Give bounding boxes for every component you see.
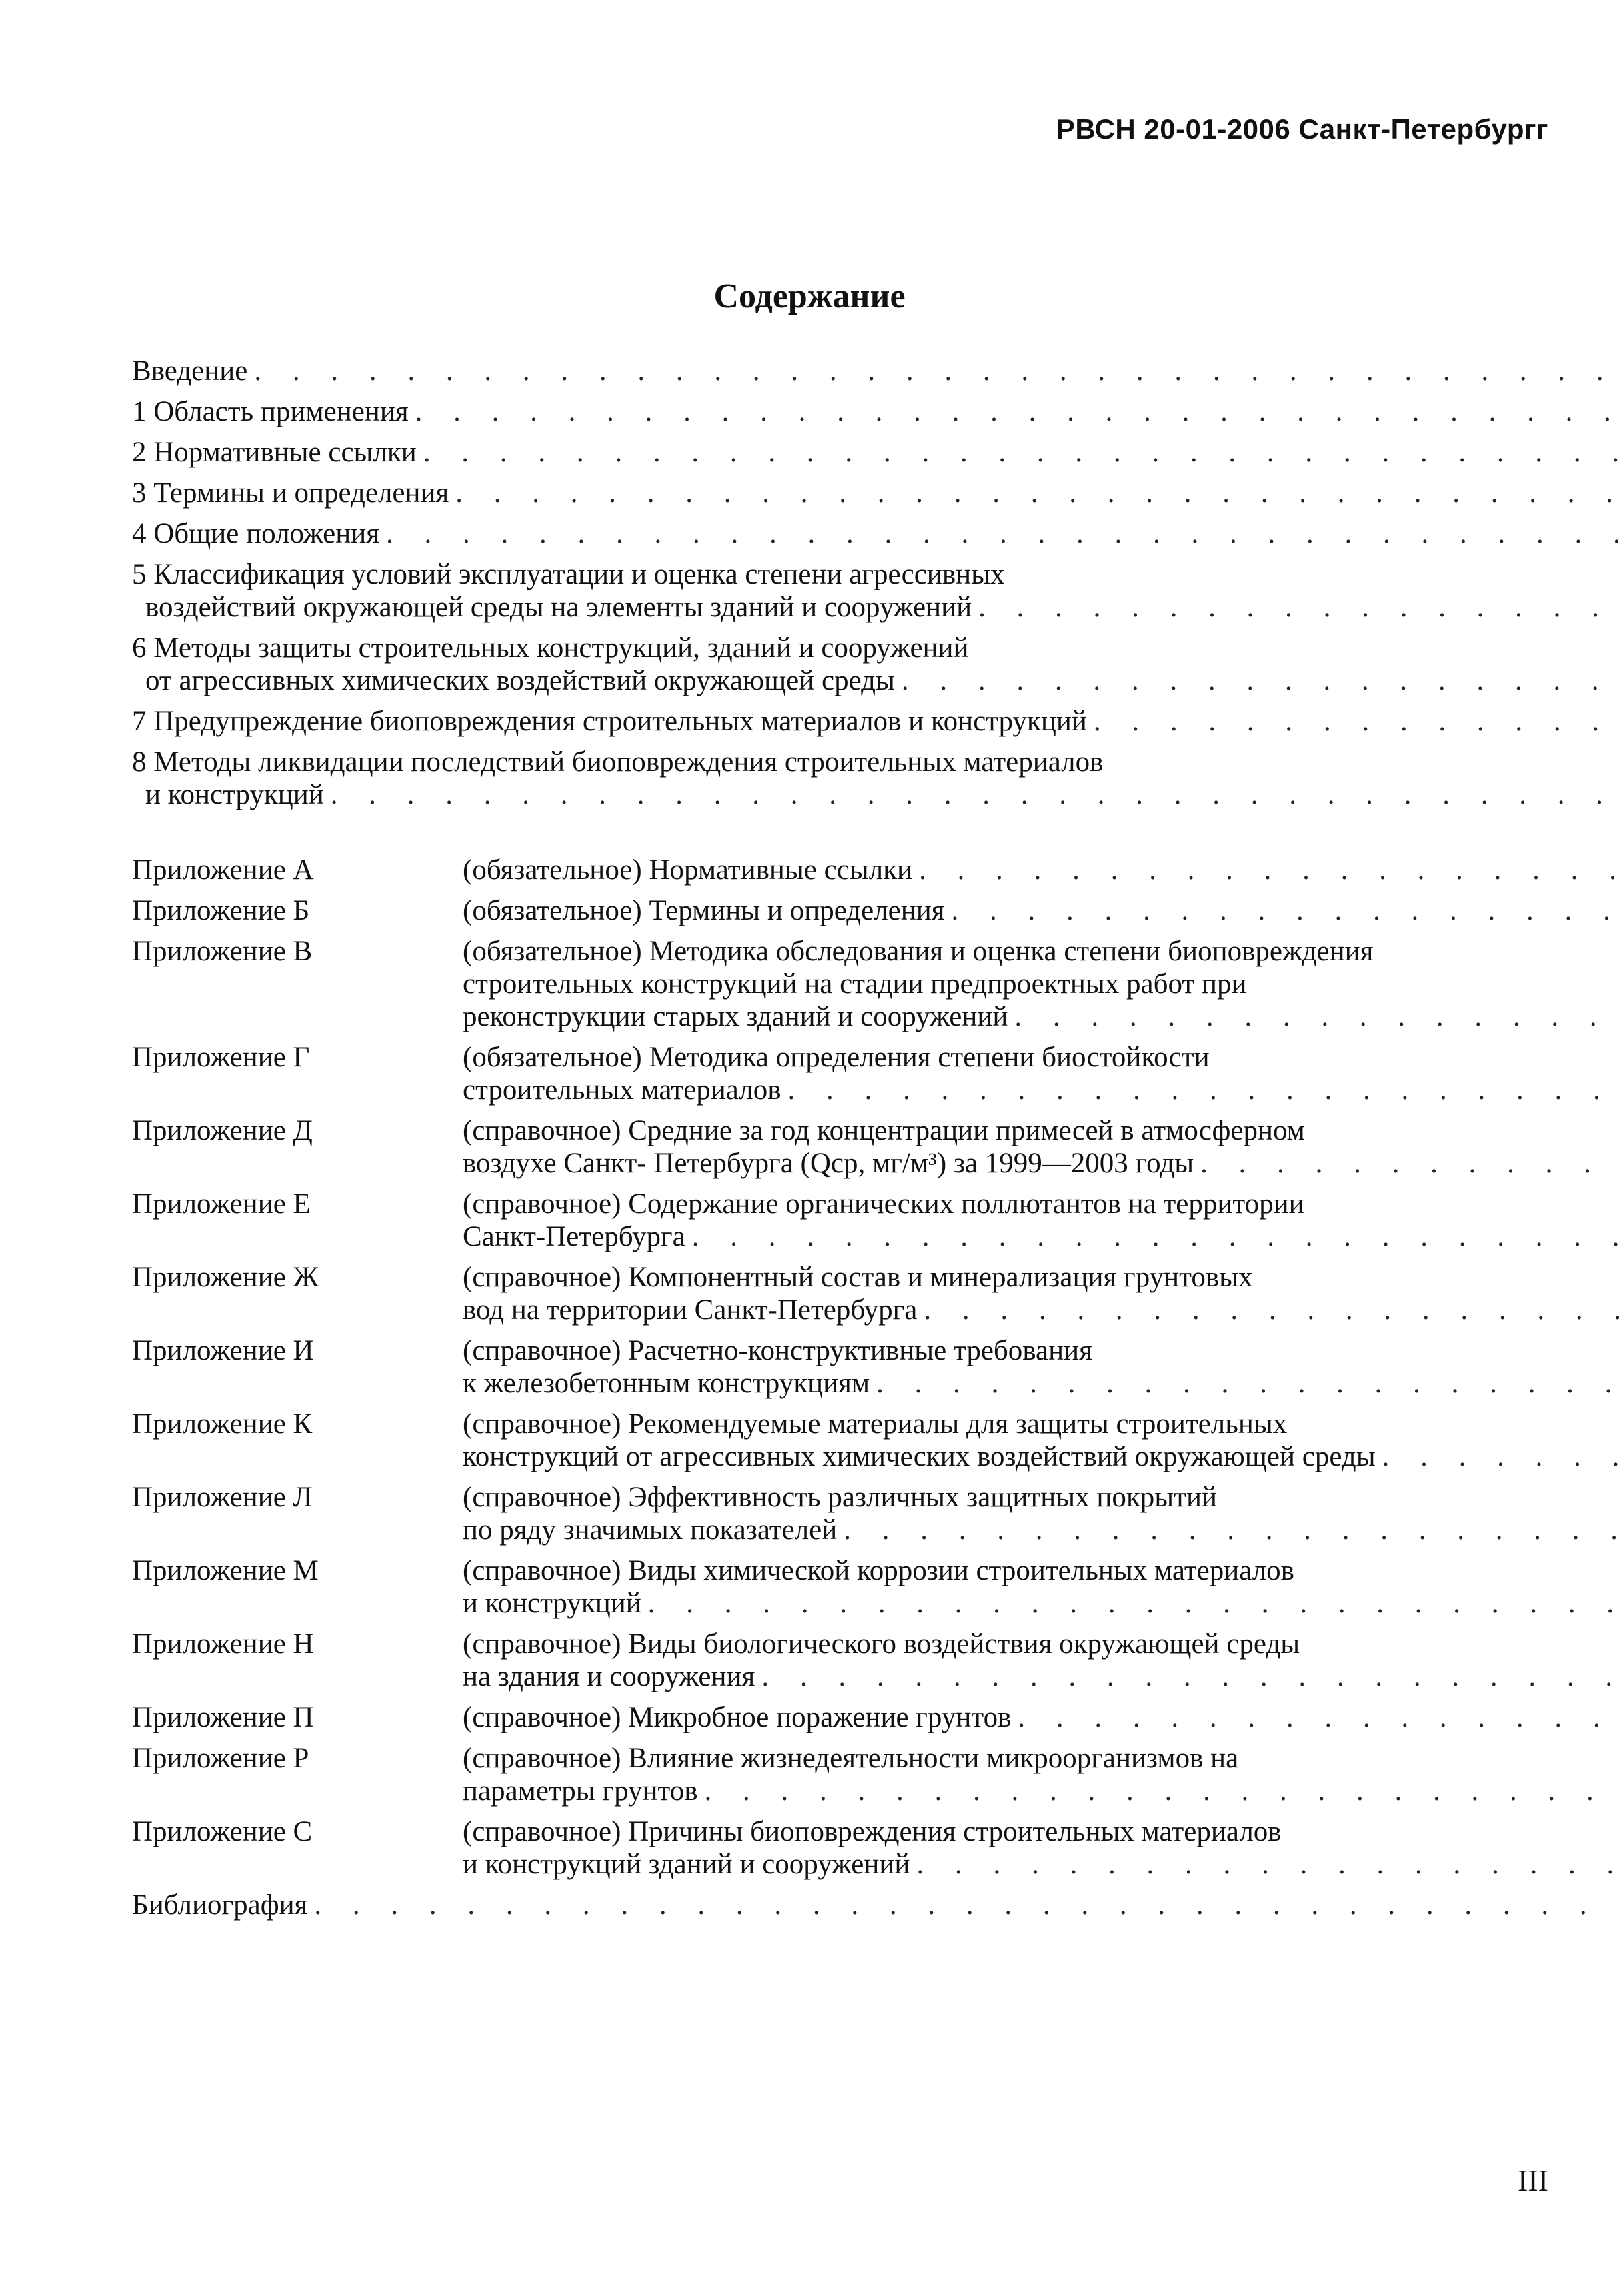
toc-entry[interactable] xyxy=(132,395,1547,428)
toc-entry-body xyxy=(132,935,1619,1033)
toc-sections xyxy=(132,355,1547,811)
toc-entry[interactable] xyxy=(132,558,1547,624)
toc-entry[interactable] xyxy=(132,894,1547,927)
toc-entry-last-line xyxy=(463,1775,1619,1807)
toc-entry-body xyxy=(132,1889,1619,1921)
toc-entry-body xyxy=(132,1815,1619,1881)
toc-entry-body xyxy=(132,746,1619,811)
toc-entry-label: Приложение В xyxy=(132,936,313,967)
toc-entry-title-line: (справочное) Виды биологического воздействия окружающей среды xyxy=(463,1628,1300,1660)
toc-entry[interactable] xyxy=(132,436,1547,469)
toc-entry-last-line xyxy=(132,705,1619,738)
toc-entry-title-line: (справочное) Виды химической коррозии строительных материалов xyxy=(463,1555,1294,1586)
toc-entry-text xyxy=(463,1408,1619,1473)
toc-entry[interactable] xyxy=(132,1889,1547,1921)
toc-entry-body xyxy=(132,1334,1619,1400)
toc-entry-label: Приложение М xyxy=(132,1555,319,1586)
toc-entry-label: Приложение Ж xyxy=(132,1262,319,1293)
dot-leader xyxy=(924,1294,1619,1326)
toc-entry-text xyxy=(132,558,1619,624)
toc-entry-body xyxy=(132,894,1619,927)
toc-entry[interactable] xyxy=(132,517,1547,550)
toc-entry-last-line xyxy=(132,517,1619,550)
toc-entry-title: конструкций от агрессивных химических воздействий окружающей среды xyxy=(463,1441,1376,1472)
toc-entry-last-line xyxy=(132,436,1619,469)
toc-entry-text xyxy=(463,1554,1619,1620)
toc-entry-title: 4 Общие положения xyxy=(132,518,380,549)
toc-entry-text xyxy=(463,1701,1619,1734)
toc-entry-title: Санкт-Петербурга xyxy=(463,1221,685,1252)
toc-entry-label: Приложение П xyxy=(132,1702,314,1733)
toc-entry[interactable] xyxy=(132,705,1547,738)
toc-entry-title-line: (справочное) Расчетно-конструктивные требования xyxy=(463,1335,1092,1366)
toc-entry-label: Приложение И xyxy=(132,1335,314,1366)
toc-entry-last-line xyxy=(463,1074,1619,1106)
dot-leader xyxy=(876,1367,1619,1400)
toc-entry-last-line xyxy=(463,894,1619,927)
toc-entry-title: 2 Нормативные ссылки xyxy=(132,437,417,468)
toc-entry-title: (обязательное) Термины и определения xyxy=(463,895,945,926)
document-header: РВСН 20-01-2006 Санкт-Петербургг xyxy=(1056,113,1548,145)
toc-entry[interactable] xyxy=(132,1334,1547,1400)
toc-entry-body xyxy=(132,1628,1619,1693)
dot-leader xyxy=(788,1074,1619,1106)
toc-entry-text xyxy=(463,894,1619,927)
dot-leader xyxy=(648,1587,1619,1620)
page-title: Содержание xyxy=(713,277,906,315)
toc-entry-label: Приложение С xyxy=(132,1816,313,1847)
toc-entry-body xyxy=(132,395,1619,428)
toc-entry-last-line xyxy=(463,1587,1619,1620)
toc-entry-title: реконструкции старых зданий и сооружений xyxy=(463,1001,1008,1032)
dot-leader xyxy=(952,894,1619,927)
toc-entry-title: и конструкций xyxy=(145,779,324,810)
dot-leader xyxy=(916,1848,1619,1881)
toc-entry-title: и конструкций xyxy=(463,1588,641,1619)
toc-entry-last-line xyxy=(463,1514,1619,1546)
toc-entry[interactable] xyxy=(132,1742,1547,1807)
toc-entry-last-line xyxy=(132,355,1619,387)
toc-entry[interactable] xyxy=(132,1554,1547,1620)
toc-entry[interactable] xyxy=(132,1408,1547,1473)
toc-entry-last-line xyxy=(132,778,1619,811)
dot-leader xyxy=(331,778,1619,811)
toc-entry-label: Приложение Е xyxy=(132,1188,311,1220)
dot-leader xyxy=(1200,1147,1619,1180)
toc-entry-body xyxy=(132,355,1619,387)
toc-entry-last-line xyxy=(463,1294,1619,1326)
toc-entry-title: от агрессивных химических воздействий окружающей среды xyxy=(145,665,895,696)
toc-entry-text xyxy=(463,854,1619,886)
toc-entry-last-line xyxy=(463,1440,1619,1473)
toc-entry-body xyxy=(132,705,1619,738)
toc-entry-text xyxy=(132,705,1619,738)
toc-entry-body xyxy=(132,436,1619,469)
toc-entry-last-line xyxy=(132,395,1619,428)
dot-leader xyxy=(1094,705,1619,738)
toc-entry-body xyxy=(132,1261,1619,1326)
dot-leader xyxy=(692,1220,1619,1253)
toc-entry-text xyxy=(132,632,1619,697)
dot-leader xyxy=(386,517,1619,550)
toc-entry-label: Приложение Г xyxy=(132,1042,310,1073)
toc-entry[interactable] xyxy=(132,1041,1547,1106)
toc-entry-body xyxy=(132,854,1619,886)
toc-entry-label: Приложение Д xyxy=(132,1115,313,1146)
toc-entry-body xyxy=(132,1114,1619,1180)
toc-entry-body xyxy=(132,517,1619,550)
dot-leader xyxy=(254,355,1619,387)
toc-entry-title: Библиография xyxy=(132,1889,308,1921)
toc-entry-title: по ряду значимых показателей xyxy=(463,1514,838,1546)
toc-entry-title-line: (справочное) Рекомендуемые материалы для защиты строительных xyxy=(463,1408,1288,1440)
toc-entry-title: параметры грунтов xyxy=(463,1775,698,1807)
toc-appendices xyxy=(132,854,1547,1921)
dot-leader xyxy=(455,477,1619,509)
toc-entry-last-line xyxy=(463,1147,1619,1180)
toc-entry-title: (обязательное) Нормативные ссылки xyxy=(463,854,913,886)
toc-entry-title-line: строительных конструкций на стадии предпроектных работ при xyxy=(463,968,1247,1000)
dot-leader xyxy=(423,436,1619,469)
toc-entry-title: к железобетонным конструкциям xyxy=(463,1368,870,1399)
toc-entry[interactable] xyxy=(132,854,1547,886)
toc-entry-title-line: 5 Классификация условий эксплуатации и оценка степени агрессивных xyxy=(132,559,1005,590)
dot-leader xyxy=(314,1889,1619,1921)
toc-entry-title-line: (обязательное) Методика определения степени биостойкости xyxy=(463,1042,1210,1073)
toc-entry[interactable] xyxy=(132,355,1547,387)
toc-entry-body xyxy=(132,1554,1619,1620)
dot-leader xyxy=(415,395,1619,428)
toc-entry[interactable] xyxy=(132,1481,1547,1546)
toc-entry-text xyxy=(463,1041,1619,1106)
toc-entry-text xyxy=(463,1114,1619,1180)
toc-entry-title: Введение xyxy=(132,355,248,387)
toc-entry-body xyxy=(132,632,1619,697)
toc-entry-title: воздухе Санкт- Петербурга (Qср, мг/м³) за 1999—2003 годы xyxy=(463,1148,1194,1179)
toc-entry-title: на здания и сооружения xyxy=(463,1661,755,1692)
toc-entry[interactable] xyxy=(132,746,1547,811)
toc-entry-last-line xyxy=(132,1889,1619,1921)
toc-entry-body xyxy=(132,1041,1619,1106)
toc-entry-title: и конструкций зданий и сооружений xyxy=(463,1849,910,1880)
page-number: III xyxy=(1518,2163,1548,2197)
dot-leader xyxy=(844,1514,1619,1546)
table-of-contents xyxy=(132,355,1547,1929)
toc-entry-text xyxy=(132,1889,1619,1921)
toc-entry-title-line: (справочное) Компонентный состав и минерализация грунтовых xyxy=(463,1262,1253,1293)
dot-leader xyxy=(902,664,1619,697)
dot-leader xyxy=(978,591,1619,624)
toc-entry[interactable] xyxy=(132,477,1547,509)
toc-entry-label: Приложение Л xyxy=(132,1482,313,1513)
toc-entry-body xyxy=(132,1742,1619,1807)
toc-entry-text xyxy=(463,1261,1619,1326)
toc-entry-title: строительных материалов xyxy=(463,1074,781,1106)
toc-entry-title: 7 Предупреждение биоповреждения строительных материалов и конструкций xyxy=(132,706,1087,737)
toc-entry-body xyxy=(132,1481,1619,1546)
toc-entry-label: Приложение Б xyxy=(132,895,310,926)
toc-entry-last-line xyxy=(132,477,1619,509)
toc-entry-text xyxy=(132,477,1619,509)
toc-entry-title-line: (справочное) Влияние жизнедеятельности микроорганизмов на xyxy=(463,1743,1239,1774)
toc-entry-title-line: 6 Методы защиты строительных конструкций, зданий и сооружений xyxy=(132,632,969,664)
toc-entry-last-line xyxy=(132,591,1619,624)
toc-entry-text xyxy=(132,355,1619,387)
toc-entry-text xyxy=(132,517,1619,550)
toc-entry-title: 1 Область применения xyxy=(132,396,409,427)
toc-entry-body xyxy=(132,477,1619,509)
toc-entry[interactable] xyxy=(132,1815,1547,1881)
toc-entry-body xyxy=(132,558,1619,624)
toc-entry-last-line xyxy=(463,1000,1619,1033)
toc-entry[interactable] xyxy=(132,1701,1547,1734)
toc-entry-text xyxy=(132,746,1619,811)
toc-entry-body xyxy=(132,1701,1619,1734)
toc-entry-label: Приложение К xyxy=(132,1408,313,1440)
toc-entry-last-line xyxy=(132,664,1619,697)
toc-entry-title: (справочное) Микробное поражение грунтов xyxy=(463,1702,1012,1733)
dot-leader xyxy=(1382,1440,1619,1473)
toc-entry-title-line: (справочное) Содержание органических поллютантов на территории xyxy=(463,1188,1304,1220)
toc-entry[interactable] xyxy=(132,935,1547,1033)
toc-entry-text xyxy=(463,1742,1619,1807)
dot-leader xyxy=(705,1775,1619,1807)
toc-entry-text xyxy=(463,1628,1619,1693)
toc-entry[interactable] xyxy=(132,1114,1547,1180)
toc-entry-text xyxy=(463,1188,1619,1253)
toc-entry[interactable] xyxy=(132,1628,1547,1693)
toc-entry-title: вод на территории Санкт-Петербурга xyxy=(463,1294,918,1326)
toc-entry[interactable] xyxy=(132,632,1547,697)
toc-entry-label: Приложение Н xyxy=(132,1628,314,1660)
toc-entry-title-line: (обязательное) Методика обследования и оценка степени биоповреждения xyxy=(463,936,1374,967)
toc-entry-last-line xyxy=(463,854,1619,886)
dot-leader xyxy=(761,1660,1619,1693)
dot-leader xyxy=(1014,1000,1619,1033)
toc-entry-last-line xyxy=(463,1367,1619,1400)
toc-entry-text xyxy=(463,1334,1619,1400)
toc-entry-body xyxy=(132,1188,1619,1253)
toc-entry-text xyxy=(132,395,1619,428)
toc-entry-text xyxy=(463,1481,1619,1546)
toc-entry-title-line: 8 Методы ликвидации последствий биоповреждения строительных материалов xyxy=(132,746,1104,778)
toc-entry-last-line xyxy=(463,1660,1619,1693)
toc-entry[interactable] xyxy=(132,1261,1547,1326)
toc-entry[interactable] xyxy=(132,1188,1547,1253)
toc-entry-text xyxy=(463,1815,1619,1881)
toc-entry-last-line xyxy=(463,1701,1619,1734)
toc-entry-body xyxy=(132,1408,1619,1473)
toc-entry-title: 3 Термины и определения xyxy=(132,477,449,509)
toc-entry-title-line: (справочное) Средние за год концентрации примесей в атмосферном xyxy=(463,1115,1305,1146)
toc-entry-text xyxy=(463,935,1619,1033)
toc-entry-title: воздействий окружающей среды на элементы зданий и сооружений xyxy=(145,592,972,623)
toc-entry-label: Приложение Р xyxy=(132,1743,309,1774)
toc-entry-title-line: (справочное) Эффективность различных защитных покрытий xyxy=(463,1482,1217,1513)
toc-entry-title-line: (справочное) Причины биоповреждения строительных материалов xyxy=(463,1816,1282,1847)
toc-entry-last-line xyxy=(463,1848,1619,1881)
dot-leader xyxy=(1018,1701,1619,1734)
toc-entry-last-line xyxy=(463,1220,1619,1253)
toc-entry-label: Приложение А xyxy=(132,854,314,886)
toc-entry-text xyxy=(132,436,1619,469)
dot-leader xyxy=(919,854,1619,886)
